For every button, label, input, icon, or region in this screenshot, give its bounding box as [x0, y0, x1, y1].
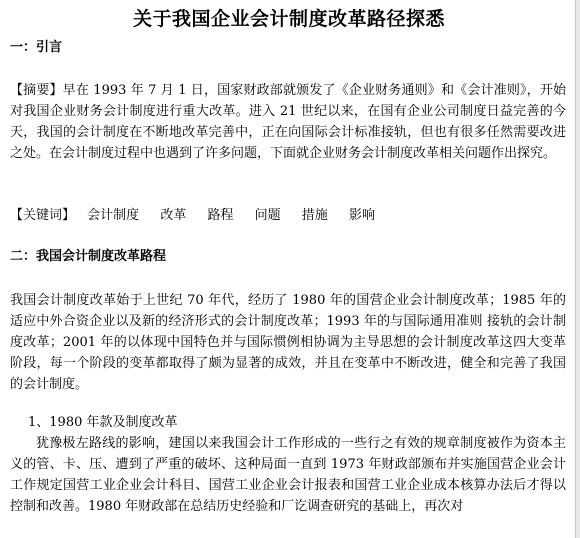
vertical-scrollbar[interactable]	[575, 0, 580, 538]
keyword-item: 路程	[207, 208, 234, 223]
page-title: 关于我国企业会计制度改革路径探悉	[132, 8, 445, 30]
keyword-item: 会计制度	[87, 208, 140, 223]
section-heading-introduction: 一：引言	[10, 40, 63, 55]
keyword-item: 影响	[348, 208, 375, 223]
keywords-label: 【关键词】	[10, 208, 76, 223]
subsection-paragraph: 犹豫极左路线的影响，建国以来我国会计工作形成的一些行之有效的规章制度被作为资本主义的管、卡、压、遭到了严重的破坏、这种局面一直到 1973 年财政部颁布并实施国营企业会计工作规定国营工业企业会计科目、国营工业企业会计报表和国营工业企业成本核算办法后才得以控制和改善。1980 年财政部在总结历史经验和厂讫调查研究的基础上，再次对	[10, 436, 566, 514]
keyword-item: 措施	[301, 208, 328, 223]
section-heading-reform-path: 二：我国会计制度改革路程	[10, 249, 167, 264]
keyword-item: 问题	[254, 208, 281, 223]
abstract-paragraph: 【摘要】早在 1993 年 7 月 1 日，国家财政部就颁发了《企业财务通则》和《会计准则》，开始对我国企业财务会计制度进行重大改革。进入 21 世纪以来，在国有企业公司制度日益完善的今天，我国的会计制度在不断地改革完善中，正在向国际会计标准接轨，但也有很多任然需要改进之处。在会计制度过程中也遇到了许多问题，下面就企业财务会计制度改革相关问题作出探究。	[10, 83, 566, 161]
subsection-heading-1980: 1、1980 年款及制度改革	[28, 415, 178, 430]
keyword-item: 改革	[160, 208, 187, 223]
keywords-line	[10, 206, 392, 226]
reform-history-paragraph: 我国会计制度改革始于上世纪 70 年代，经历了 1980 年的国营企业会计制度改革；1985 年的适应中外合资企业以及新的经济形式的会计制度改革；1993 年的与国际通用准则 接轨的会计制度改革；2001 年的以体现中国特色并与国际惯例相协调为主导思想的会计制度改革这四大变革阶段，每一个阶段的变革都取得了颇为显著的成效，并且在变革中不断改进，健全和完善了我国的会计制度。	[10, 293, 566, 392]
